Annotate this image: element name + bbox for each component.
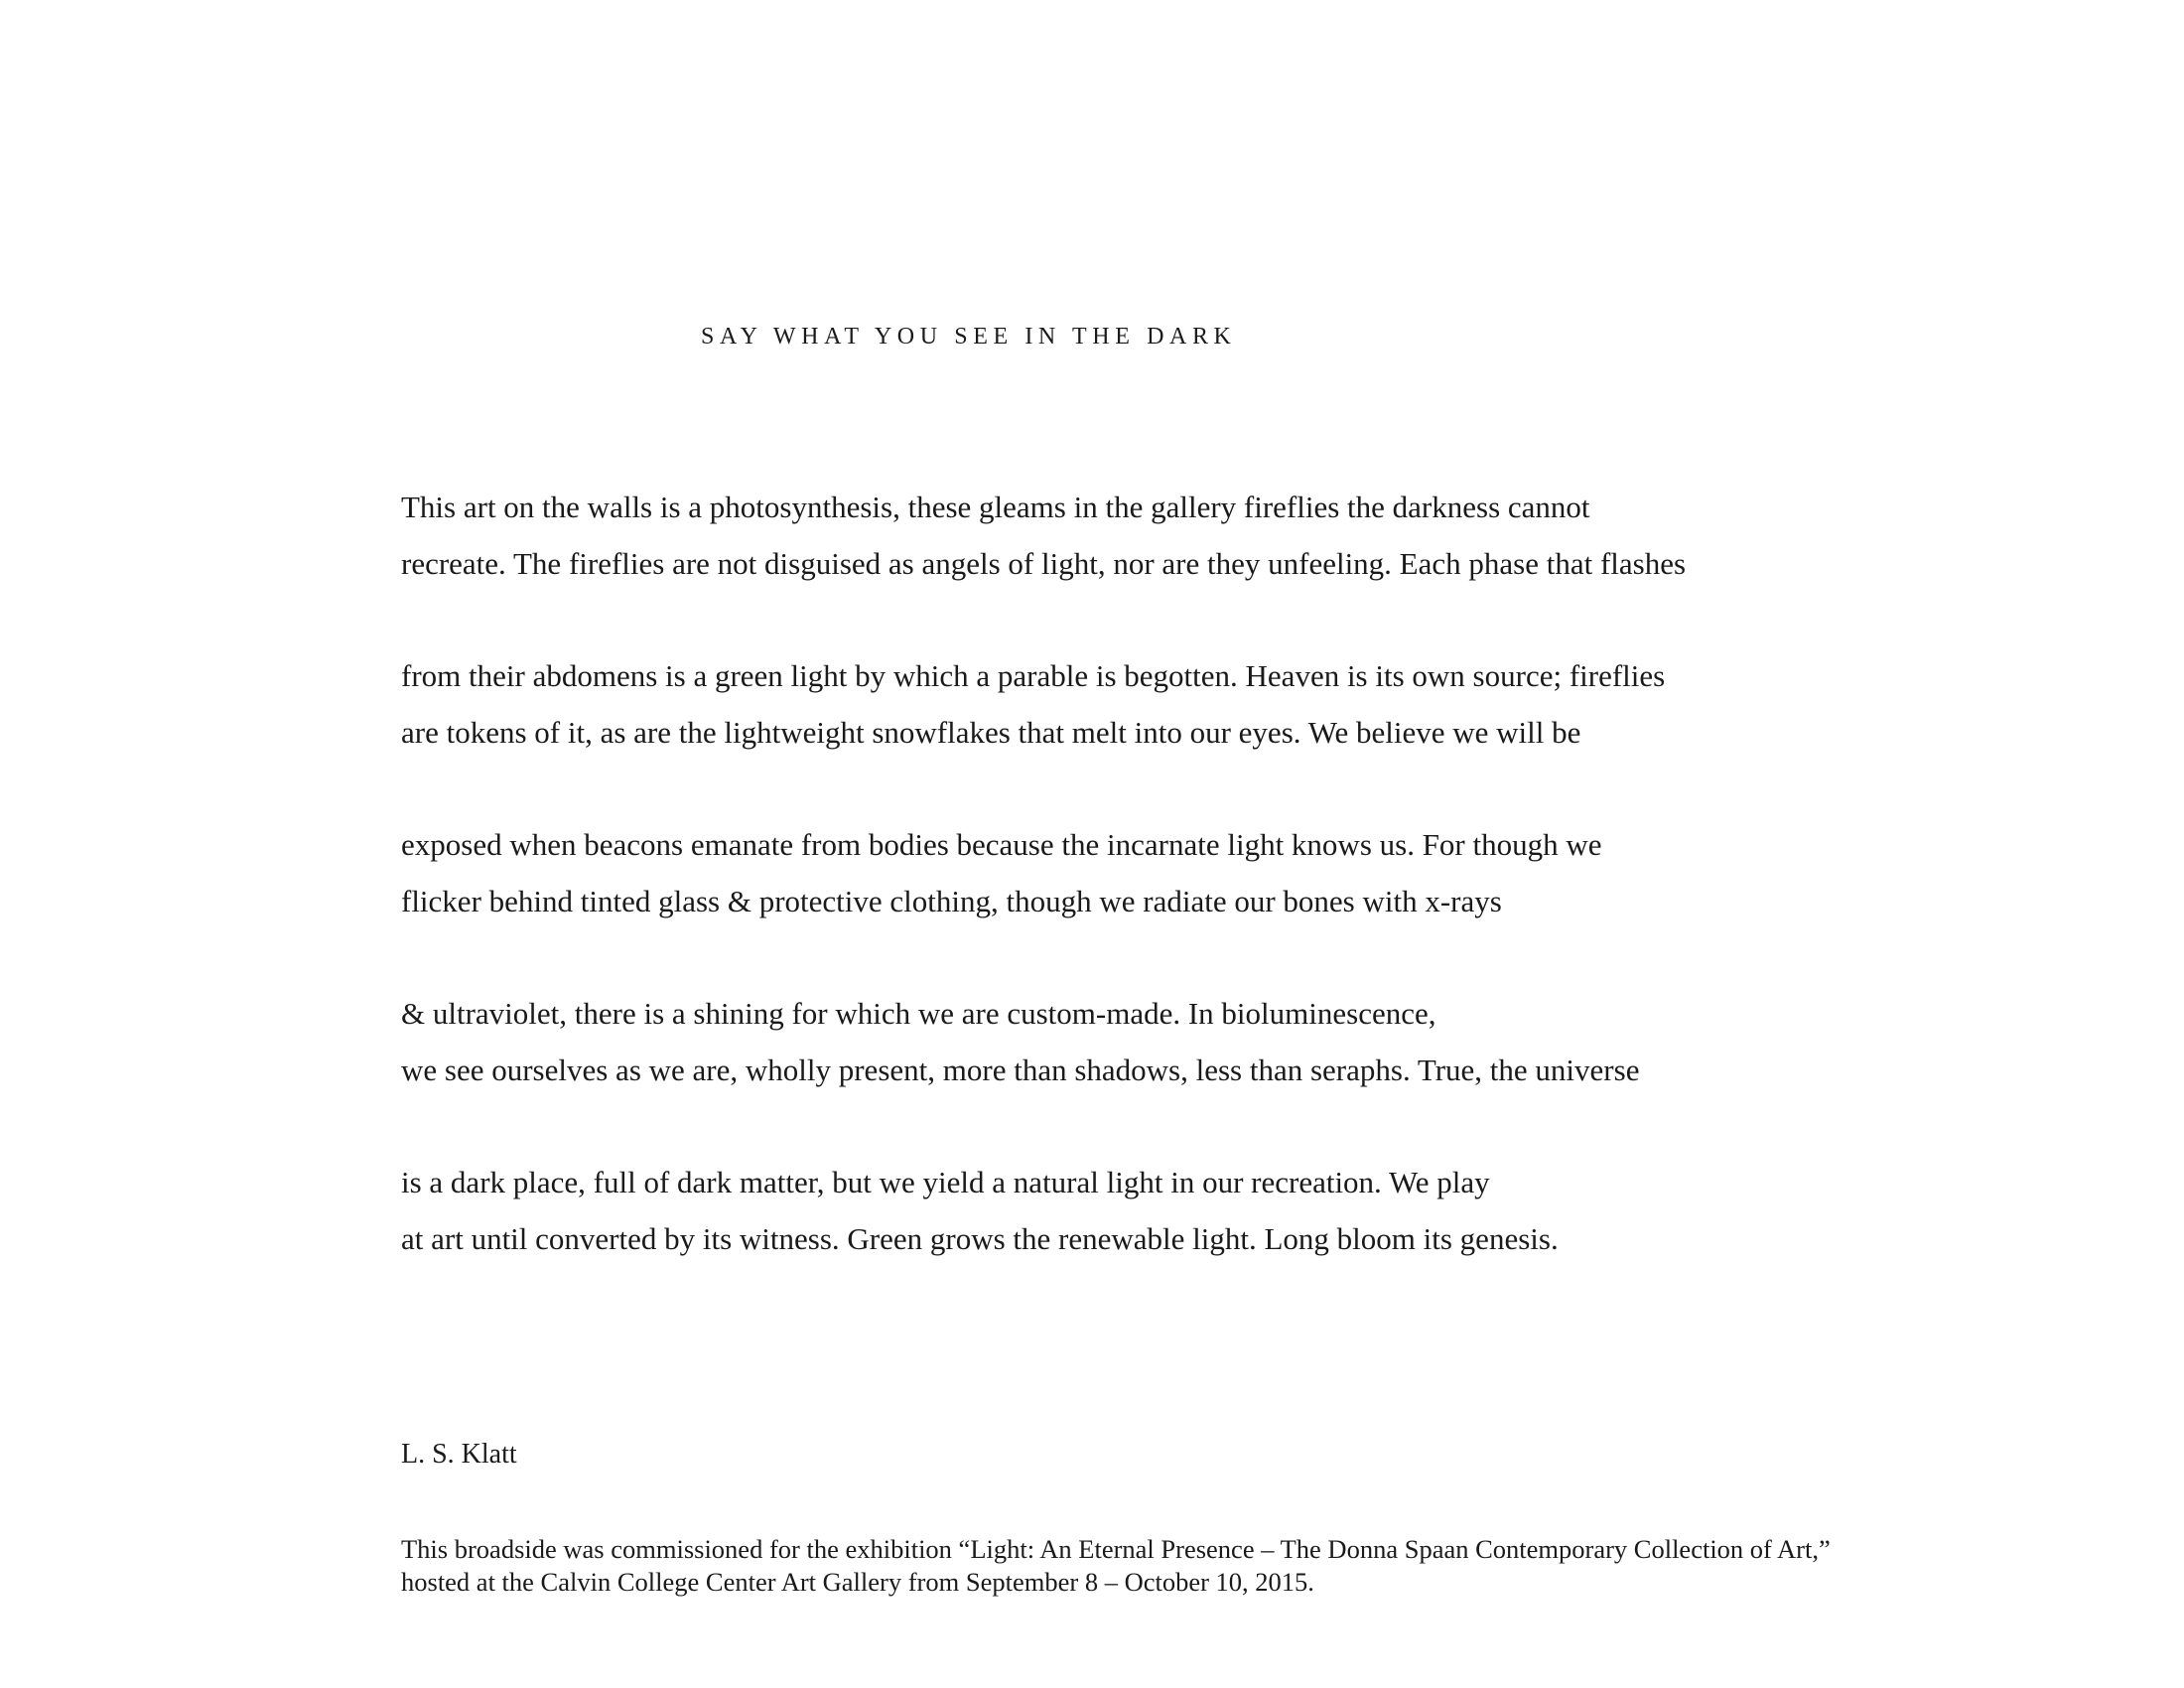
stanza [401, 985, 1950, 1098]
poem-line: we see ourselves as we are, wholly present, more than shadows, less than seraphs. True, the universe [401, 1053, 1640, 1087]
stanza [401, 816, 1950, 929]
commission-note [401, 1533, 1989, 1599]
poem-body [401, 479, 1950, 1323]
poem-line: This art on the walls is a photosynthesis, these gleams in the gallery fireflies the darkness cannot [401, 490, 1590, 524]
note-line: This broadside was commissioned for the exhibition “Light: An Eternal Presence – The Donna Spaan Contemporary Collection of Art,” [401, 1534, 1831, 1564]
poem-title: SAY WHAT YOU SEE IN THE DARK [701, 324, 1237, 350]
poem-line: are tokens of it, as are the lightweight snowflakes that melt into our eyes. We believe we will be [401, 715, 1581, 750]
poem-line: recreate. The fireflies are not disguised as angels of light, nor are they unfeeling. Each phase that flashes [401, 546, 1687, 581]
note-line: hosted at the Calvin College Center Art Gallery from September 8 – October 10, 2015. [401, 1567, 1314, 1597]
poem-line: flicker behind tinted glass & protective clothing, though we radiate our bones with x-rays [401, 884, 1502, 918]
stanza [401, 1154, 1950, 1267]
poem-line: is a dark place, full of dark matter, but we yield a natural light in our recreation. We play [401, 1165, 1490, 1199]
stanza [401, 479, 1950, 592]
poem-line: at art until converted by its witness. Green grows the renewable light. Long bloom its genesis. [401, 1221, 1559, 1256]
poem-line: from their abdomens is a green light by which a parable is begotten. Heaven is its own source; fireflies [401, 658, 1666, 693]
poem-line: exposed when beacons emanate from bodies because the incarnate light knows us. For though we [401, 827, 1602, 862]
poem-line: & ultraviolet, there is a shining for which we are custom-made. In bioluminescence, [401, 996, 1436, 1031]
stanza [401, 647, 1950, 761]
author-name: L. S. Klatt [401, 1439, 517, 1470]
